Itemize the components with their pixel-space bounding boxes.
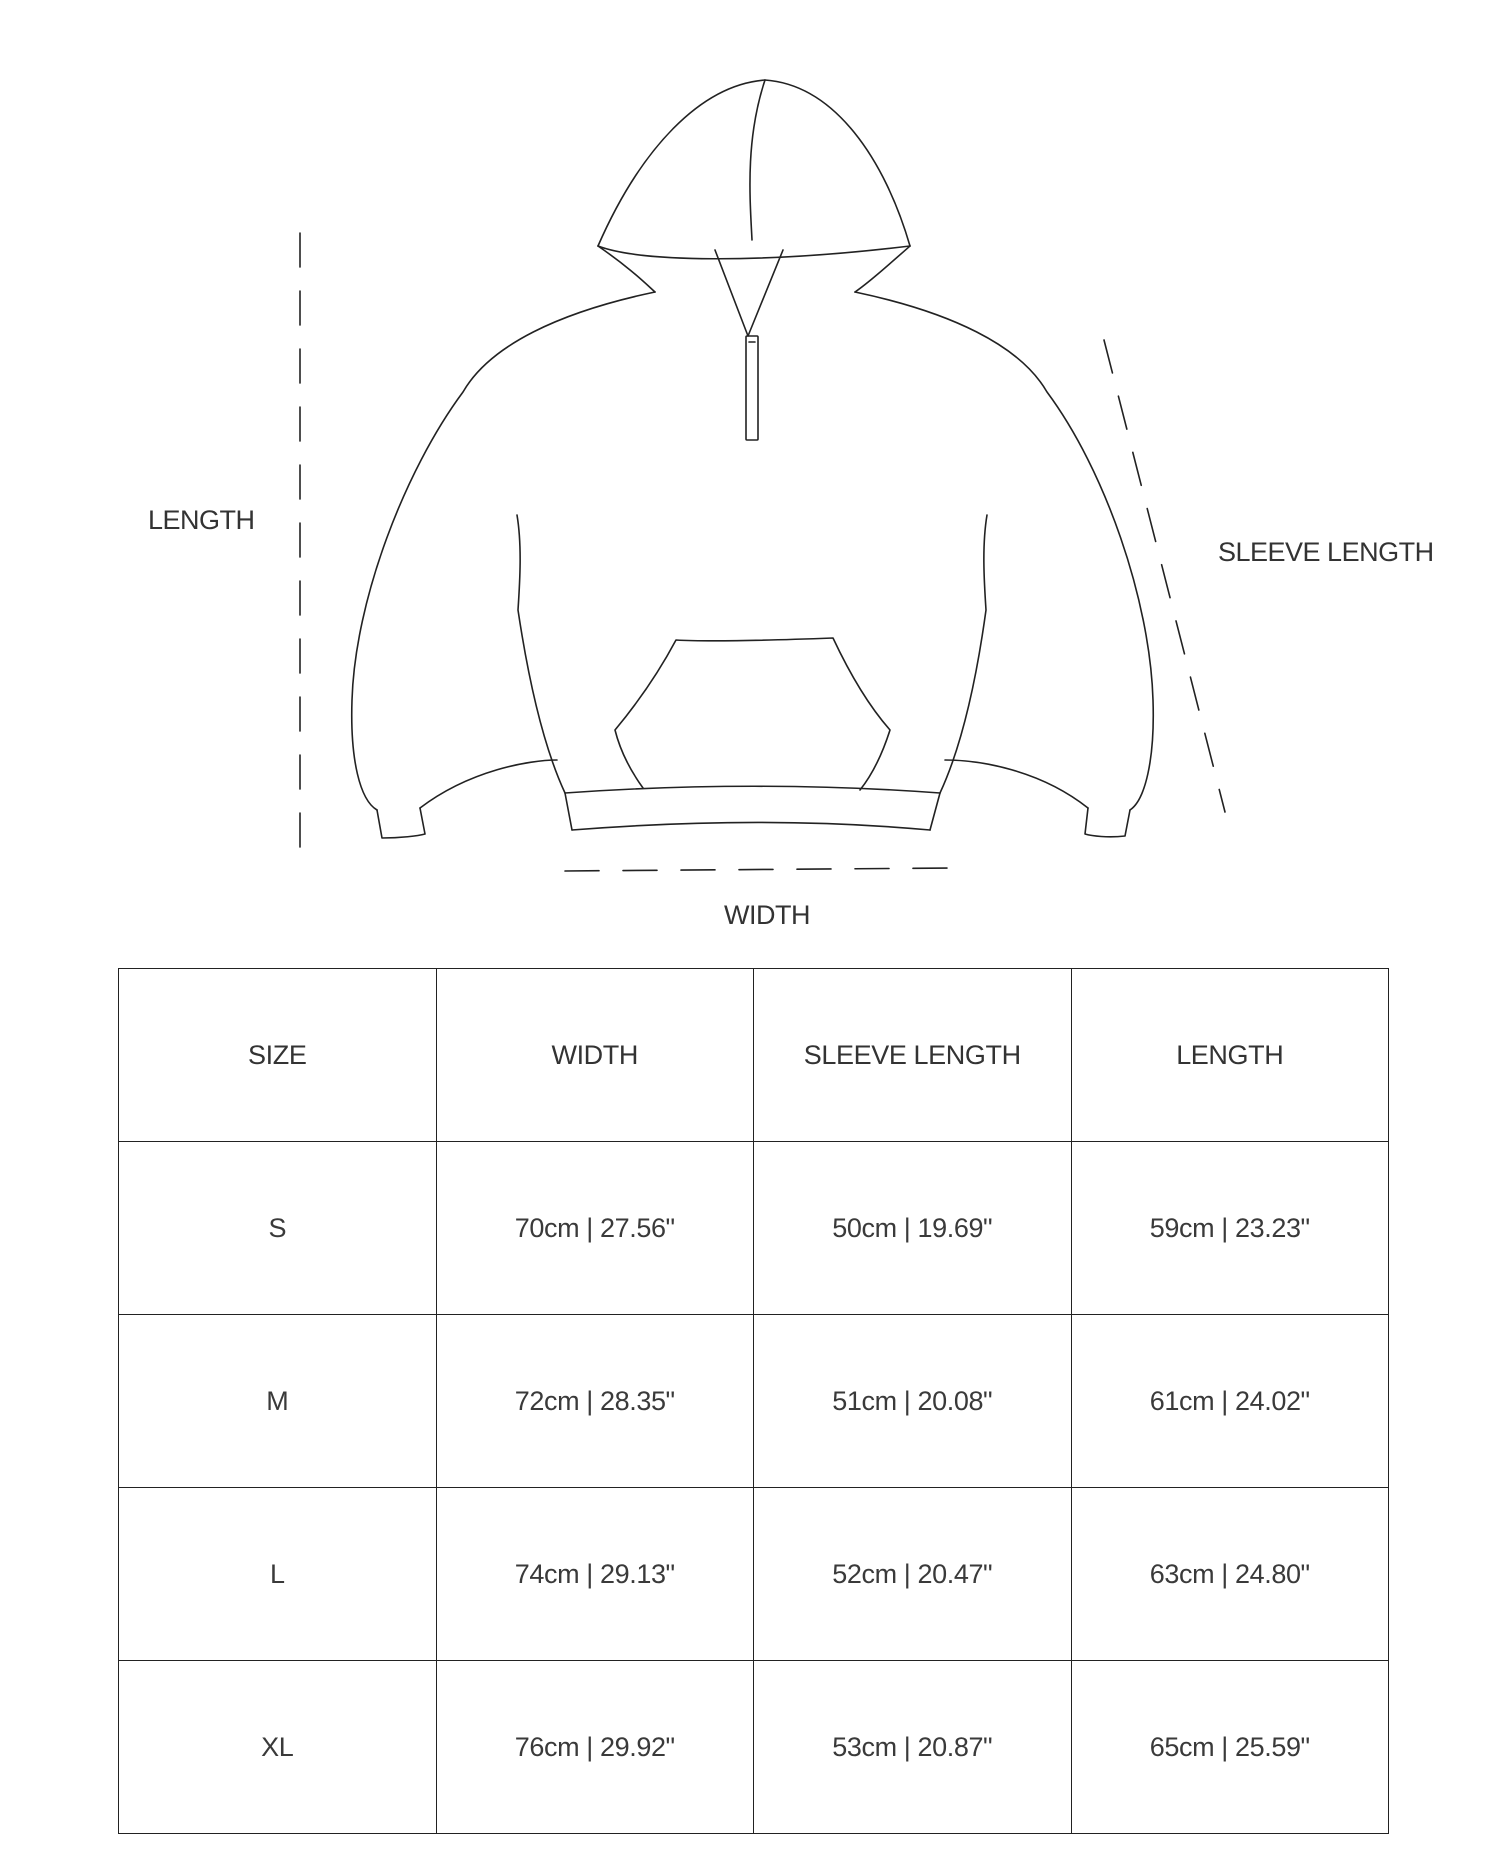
table-row — [119, 1315, 1389, 1488]
cell-sleeve-length: 50cm | 19.69" — [754, 1142, 1072, 1315]
table-row — [119, 1488, 1389, 1661]
width-label: WIDTH — [724, 900, 810, 930]
cell-sleeve-length: 51cm | 20.08" — [754, 1315, 1072, 1488]
table-row — [119, 1142, 1389, 1315]
neck-v — [715, 250, 783, 336]
header-size: SIZE — [119, 969, 437, 1142]
left-sleeve-outer — [352, 292, 655, 810]
right-sleeve-outer — [855, 292, 1153, 810]
cell-length: 59cm | 23.23" — [1071, 1142, 1389, 1315]
hood-center-seam — [750, 80, 765, 240]
length-label: LENGTH — [148, 505, 255, 535]
left-cuff — [377, 808, 425, 838]
cell-size: XL — [119, 1661, 437, 1834]
zipper — [746, 336, 758, 440]
cell-size: L — [119, 1488, 437, 1661]
size-chart-table — [118, 968, 1389, 1834]
cell-size: M — [119, 1315, 437, 1488]
right-body-side — [940, 515, 987, 793]
cell-length: 63cm | 24.80" — [1071, 1488, 1389, 1661]
cell-width: 72cm | 28.35" — [436, 1315, 754, 1488]
header-sleeve-length: SLEEVE LENGTH — [754, 969, 1072, 1142]
cell-sleeve-length: 53cm | 20.87" — [754, 1661, 1072, 1834]
cell-width: 74cm | 29.13" — [436, 1488, 754, 1661]
header-width: WIDTH — [436, 969, 754, 1142]
left-body-side — [517, 515, 565, 793]
waistband-bottom — [572, 823, 930, 831]
cell-size: S — [119, 1142, 437, 1315]
table-row — [119, 1661, 1389, 1834]
kangaroo-pocket — [615, 638, 890, 790]
cell-width: 76cm | 29.92" — [436, 1661, 754, 1834]
left-sleeve-inner — [420, 760, 557, 808]
sleeve-length-label: SLEEVE LENGTH — [1218, 537, 1434, 567]
cell-width: 70cm | 27.56" — [436, 1142, 754, 1315]
right-sleeve-inner — [945, 760, 1088, 808]
table-header-row — [119, 969, 1389, 1142]
waistband-top — [565, 786, 940, 793]
cell-sleeve-length: 52cm | 20.47" — [754, 1488, 1072, 1661]
header-length: LENGTH — [1071, 969, 1389, 1142]
width-measure-line — [565, 868, 953, 871]
right-cuff — [1085, 808, 1130, 837]
hood-opening — [598, 246, 910, 259]
sleeve-measure-line — [1104, 340, 1225, 812]
cell-length: 65cm | 25.59" — [1071, 1661, 1389, 1834]
hood-outline — [598, 80, 910, 246]
cell-length: 61cm | 24.02" — [1071, 1315, 1389, 1488]
